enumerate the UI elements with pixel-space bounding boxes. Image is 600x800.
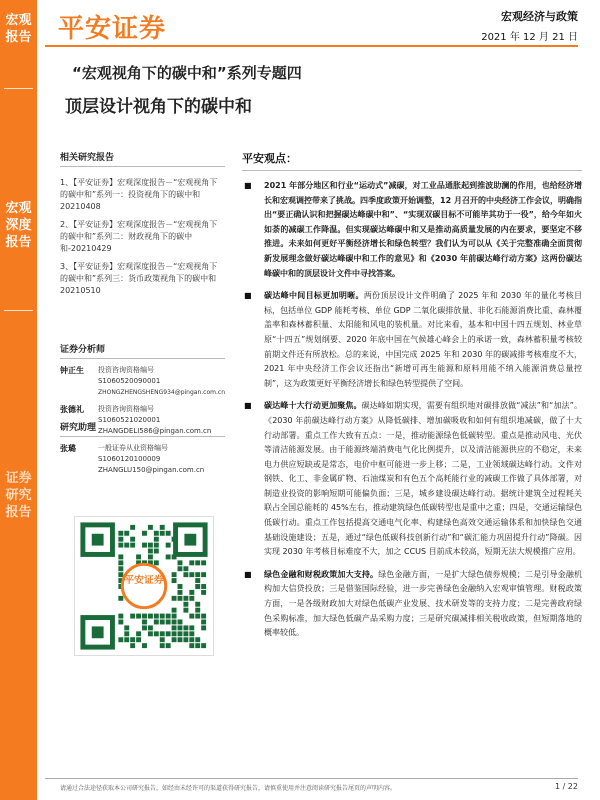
report-category: 宏观经济与政策 xyxy=(501,10,578,23)
company-logo: 平安证券 xyxy=(58,14,167,44)
footer-disclaimer: 请通过合法途径获取本公司研究报告，如经由未经许可的渠道获得研究报告，请慎重使用并注意阅读研究报告尾页的声明内容。 xyxy=(60,785,397,792)
sidebar-divider xyxy=(4,88,33,89)
assistant-license-id: S1060120100009 xyxy=(98,455,161,463)
viewpoint-paragraph xyxy=(242,179,582,281)
related-reports-panel xyxy=(60,150,225,303)
analyst-license-label: 投资咨询资格编号 xyxy=(98,405,154,413)
section-label-macro-report: 宏观报告 xyxy=(5,13,32,45)
header-rule xyxy=(45,45,578,47)
qr-code-icon xyxy=(75,517,213,655)
analyst-email[interactable]: ZHONGZHENGSHENG934@pingan.com.cn xyxy=(97,389,225,396)
footer-rule xyxy=(45,778,578,779)
analyst-license-id: S1060521020001 xyxy=(98,416,161,424)
paragraph-text: 两份顶层设计文件明确了 2025 年和 2030 年的量化考核目标，包括单位 GDP 能耗考核、单位 GDP 二氧化碳排放量、非化石能源消费比重、森林覆盖率和森林蓄积量、太阳能和风电的装机量。对比来看，基本和中国十四五规划、林业草原“十四五”规划纲要、2020 年底中国在气候雄心峰会上的承诺一致，森林蓄积量考核较前期文件还有所放松。总的来说，中国完成 2025 年和 2030 年的碳减排考核难度不大，2021 年中央经济工作会议还指出“新增可再生能源和原料用能不纳入能源消费总量控制”，这为政策更好平衡经济增长和绿色转型提供了空间。 xyxy=(264,291,583,388)
sidebar-divider xyxy=(4,310,33,311)
assistant-license-label: 一般证券从业资格编号 xyxy=(98,444,168,452)
analyst-license-id: S1060520090001 xyxy=(97,377,161,385)
paragraph-lead: 碳达峰十大行动更加聚焦。 xyxy=(264,401,362,411)
paragraph-lead: 碳达峰中间目标更加明晰。 xyxy=(264,291,364,301)
related-report-item[interactable]: 3、【平安证券】宏观深度报告－“宏观视角下的碳中和”系列三：货币政策视角下的碳中和20210510 xyxy=(60,262,218,295)
assistant-email[interactable]: ZHANGLU150@pingan.com.cn xyxy=(98,466,205,474)
analyst-email[interactable]: ZHANGDELI586@pingan.com.cn xyxy=(98,427,212,435)
analysts-heading: 证券分析师 xyxy=(60,342,225,359)
paragraph-text: 2021 年部分地区和行业“运动式”减碳，对工业品通胀起到推波助澜的作用，也给经济增长和宏观调控带来了挑战。四季度政策开始调整，12 月召开的中央经济工作会议，明确指出“要正确认识和把握碳达峰碳中和”、“实现双碳目标不可能毕其功于一役”，给今年如火如荼的减碳工作降温。但实现碳达峰碳中和又是推动高质量发展的内在要求，要坚定不移推进。未来如何更好平衡经济增长和绿色转型？我们认为可以从《关于完整准确全面贯彻新发展理念做好碳达峰碳中和工作的意见》和《2030 年前碳达峰行动方案》这两份碳达峰碳中和的顶层设计文件中寻找答案。 xyxy=(264,181,582,278)
report-date: 2021 年 12 月 21 日 xyxy=(481,32,578,43)
assistant-entry xyxy=(60,443,225,476)
related-report-item[interactable]: 2、【平安证券】宏观深度报告－“宏观视角下的碳中和”系列二：财政视角下的碳中和-20210429 xyxy=(60,220,218,253)
related-report-item[interactable]: 1、【平安证券】宏观深度报告－“宏观视角下的碳中和”系列一：投资视角下的碳中和20210408 xyxy=(60,178,218,211)
section-label-securities-research: 证券研究报告 xyxy=(5,471,32,520)
qr-logo-text: 平安证券 xyxy=(124,575,164,587)
analyst-entry xyxy=(60,365,225,398)
viewpoint-paragraph xyxy=(242,289,582,391)
analyst-name: 钟正生 xyxy=(60,366,84,375)
viewpoint-paragraph xyxy=(242,568,582,641)
paragraph-lead: 绿色金融和财税政策加大支持。 xyxy=(264,569,379,579)
section-label-macro-deep: 宏观深度报告 xyxy=(5,201,32,250)
page-number: 1 / 22 xyxy=(554,782,578,791)
left-side-bar xyxy=(0,0,37,800)
viewpoint-paragraph xyxy=(242,399,582,560)
paragraph-text: 绿色金融方面，一是扩大绿色债券规模；二是引导金融机构加大信贷投放；三是借鉴国际经验，进一步完善绿色金融纳入宏观审慎管理。财税政策方面，一是各级财政加大对绿色低碳产业发展、技术研发等的支持力度；二是完善政府绿色采购标准，加大绿色低碳产品采购力度；三是研究碳减排相关税收政策，但短期落地的概率较低。 xyxy=(264,569,583,638)
analyst-name: 张德礼 xyxy=(60,405,84,414)
analyst-license-label: 投资咨询资格编号 xyxy=(97,366,154,374)
research-assistant-heading: 研究助理 xyxy=(60,420,225,437)
paragraph-text: 碳达峰如期实现，需要有组织地对碳排放做“减法”和“加法”。《2030 年前碳达峰行动方案》从降低碳排、增加碳吸收和如何有组织地减碳，做了十大行动部署。重点工作大致有五点：一是，推动能源绿色低碳转型。重点是推动风电、光伏等清洁能源发展。由于能源终端消费电气化比例提升，以及清洁能源供应的不稳定，未来电力供应短缺或是常态，电价中枢可能进一步上移；二是，工业领域碳达峰行动。文件对钢铁、化工、非金属矿物、石油煤炭和有色五个高耗能行业的减碳工作做了具体部署，对制造业投资的影响短期可能偏负面；三是，城乡建设碳达峰行动。据统计建筑全过程耗关联占全国总能耗的 45%左右，推动建筑绿色低碳转型也是重中之重；四是，交通运输绿色低碳行动。重点工作包括提高交通电气化率、构建绿色高效交通运输体系和加快绿色交通基础设施建设；五是，通过“绿色低碳科技创新行动”和“碳汇能力巩固提升行动”降碳。因实现 2030 年考核目标难度不大，加之 CCUS 目前成本较高，短期无法大规模推广应用。 xyxy=(264,401,583,557)
page-title: 顶层设计视角下的碳中和 xyxy=(65,97,252,117)
viewpoint-heading: 平安观点： xyxy=(242,150,582,171)
series-title: “宏观视角下的碳中和”系列专题四 xyxy=(72,64,302,82)
related-reports-heading: 相关研究报告 xyxy=(60,150,225,167)
research-assistant-panel xyxy=(60,420,225,476)
main-content xyxy=(242,150,582,641)
qr-code[interactable] xyxy=(74,516,214,656)
assistant-name: 张璐 xyxy=(60,444,76,453)
